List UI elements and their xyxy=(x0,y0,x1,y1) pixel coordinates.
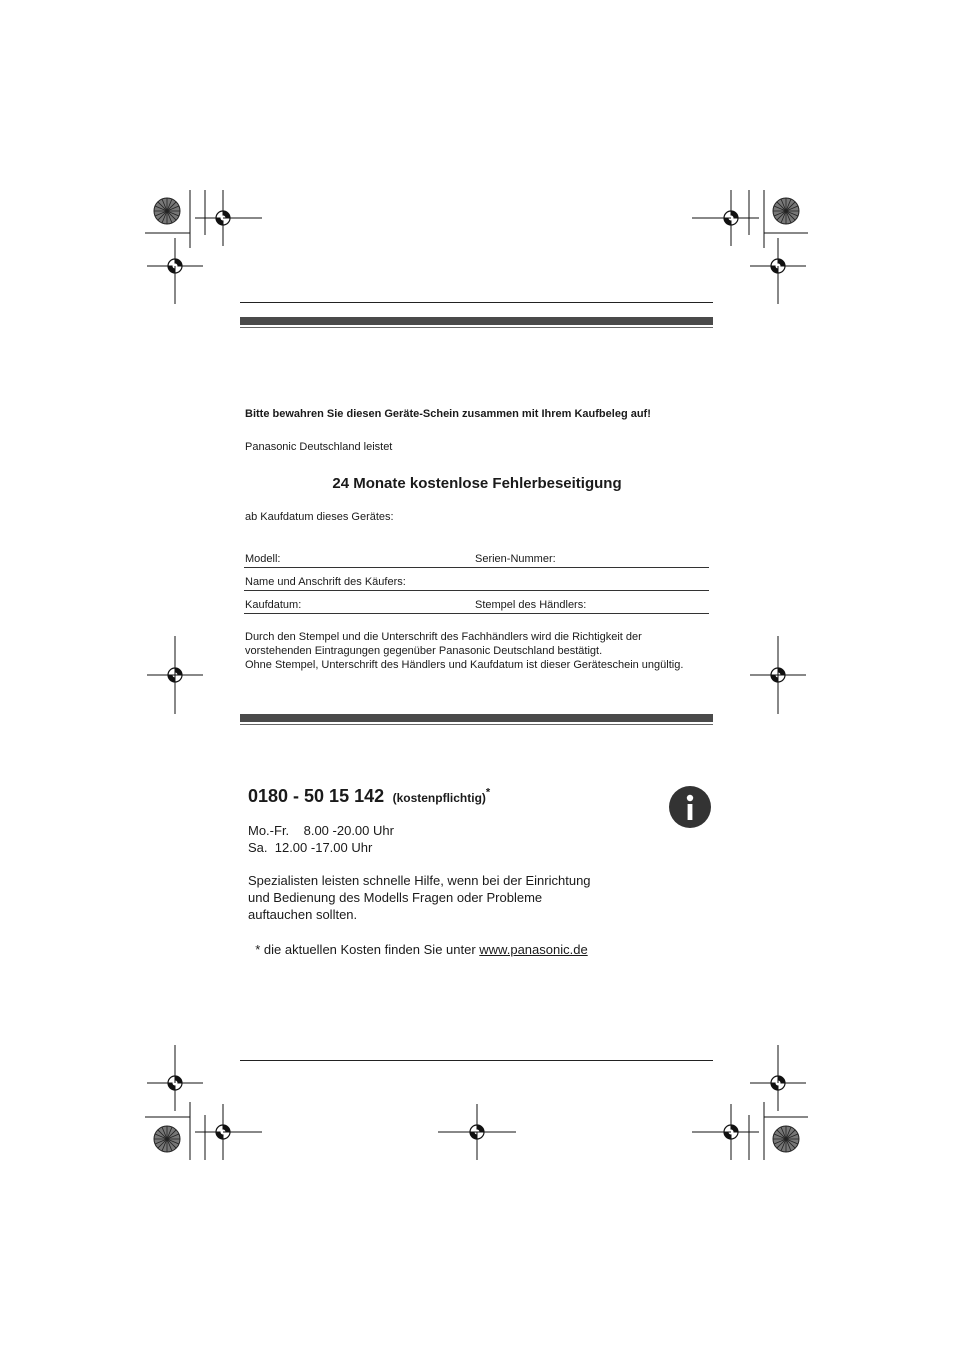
model-label: Modell: xyxy=(245,553,281,565)
hours-weekdays: Mo.-Fr. 8.00 -20.00 Uhr xyxy=(248,823,394,838)
footnote-text: * die aktuellen Kosten finden Sie unter xyxy=(255,942,480,957)
hours-saturday: Sa. 12.00 -17.00 Uhr xyxy=(248,840,373,855)
buyer-field-line xyxy=(244,590,709,591)
cost-footnote xyxy=(248,927,588,957)
top-bar xyxy=(240,317,713,325)
keep-notice: Bitte bewahren Sie diesen Geräte-Schein zusammen mit Ihrem Kaufbeleg auf! xyxy=(245,408,651,420)
middle-bar-underline xyxy=(240,724,713,725)
phone-number: 0180 - 50 15 142 xyxy=(248,786,385,806)
provider-text: Panasonic Deutschland leistet xyxy=(245,441,393,453)
dealer-stamp-label: Stempel des Händlers: xyxy=(475,599,587,611)
cost-note: (kostenpflichtig) xyxy=(392,791,486,805)
confirm-line-1: Durch den Stempel und die Unterschrift des Fachhändlers wird die Richtigkeit der xyxy=(245,631,642,643)
bottom-rule xyxy=(240,1060,713,1061)
confirm-line-3: Ohne Stempel, Unterschrift des Händlers und Kaufdatum ist dieser Geräteschein ungültig. xyxy=(245,659,684,671)
description-line-3: auftauchen sollten. xyxy=(248,907,358,922)
buyer-label: Name und Anschrift des Käufers: xyxy=(245,576,406,588)
warranty-headline: 24 Monate kostenlose Fehlerbeseitigung xyxy=(332,475,622,492)
purchase-date-field-line xyxy=(244,613,709,614)
info-icon xyxy=(669,786,711,828)
middle-bar xyxy=(240,714,713,722)
model-field-line xyxy=(244,567,709,568)
top-bar-underline xyxy=(240,327,713,328)
description-line-1: Spezialisten leisten schnelle Hilfe, wenn bei der Einrichtung xyxy=(248,873,591,888)
cost-asterisk: * xyxy=(485,786,491,799)
hotline-phone xyxy=(248,786,490,807)
website-link[interactable]: www.panasonic.de xyxy=(479,942,588,957)
from-date-text: ab Kaufdatum dieses Gerätes: xyxy=(245,511,394,523)
top-rule xyxy=(240,302,713,303)
purchase-date-label: Kaufdatum: xyxy=(245,599,302,611)
confirm-line-2: vorstehenden Eintragungen gegenüber Panasonic Deutschland bestätigt. xyxy=(245,645,603,657)
description-line-2: und Bedienung des Modells Fragen oder Probleme xyxy=(248,890,543,905)
serial-label: Serien-Nummer: xyxy=(475,553,556,565)
